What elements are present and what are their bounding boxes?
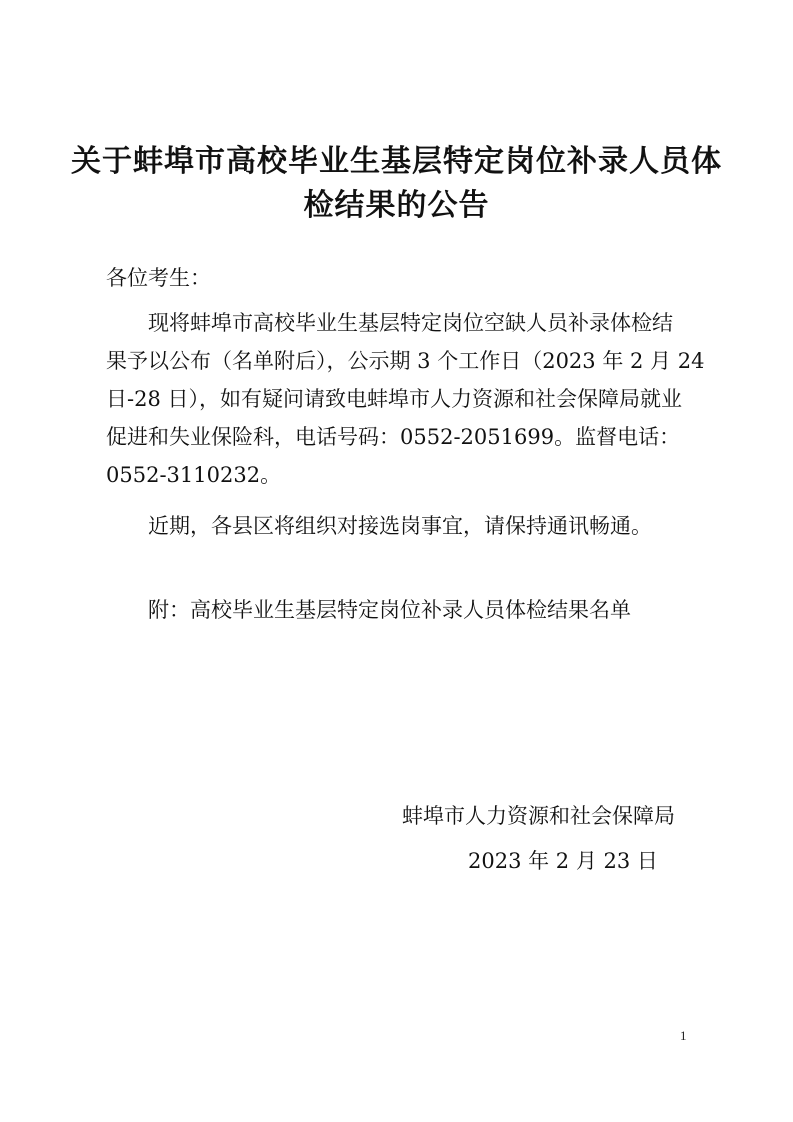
attachment-note: 附：高校毕业生基层特定岗位补录人员体检结果名单 — [148, 598, 631, 622]
issue-date: 2023 年 2 月 23 日 — [468, 849, 658, 873]
notice-paragraph: 近期，各县区将组织对接选岗事宜，请保持通讯畅通。 — [148, 514, 652, 538]
title-line-2: 检结果的公告 — [303, 188, 490, 223]
title-line-1: 关于蚌埠市高校毕业生基层特定岗位补录人员体 — [71, 144, 722, 179]
salutation: 各位考生： — [106, 266, 211, 290]
announcement-paragraph — [106, 304, 705, 494]
paragraph-line: 0552-3110232。 — [106, 463, 282, 487]
issuer-signature: 蚌埠市人力资源和社会保障局 — [402, 804, 675, 828]
page-number: 1 — [680, 1028, 687, 1043]
paragraph-line: 现将蚌埠市高校毕业生基层特定岗位空缺人员补录体检结 — [148, 311, 673, 335]
document-title — [60, 140, 733, 228]
paragraph-line: 日-28 日），如有疑问请致电蚌埠市人力资源和社会保障局就业 — [106, 387, 682, 411]
paragraph-line: 果予以公布（名单附后），公示期 3 个工作日（2023 年 2 月 24 — [106, 349, 705, 373]
paragraph-line: 促进和失业保险科，电话号码：0552-2051699。监督电话： — [106, 425, 681, 449]
